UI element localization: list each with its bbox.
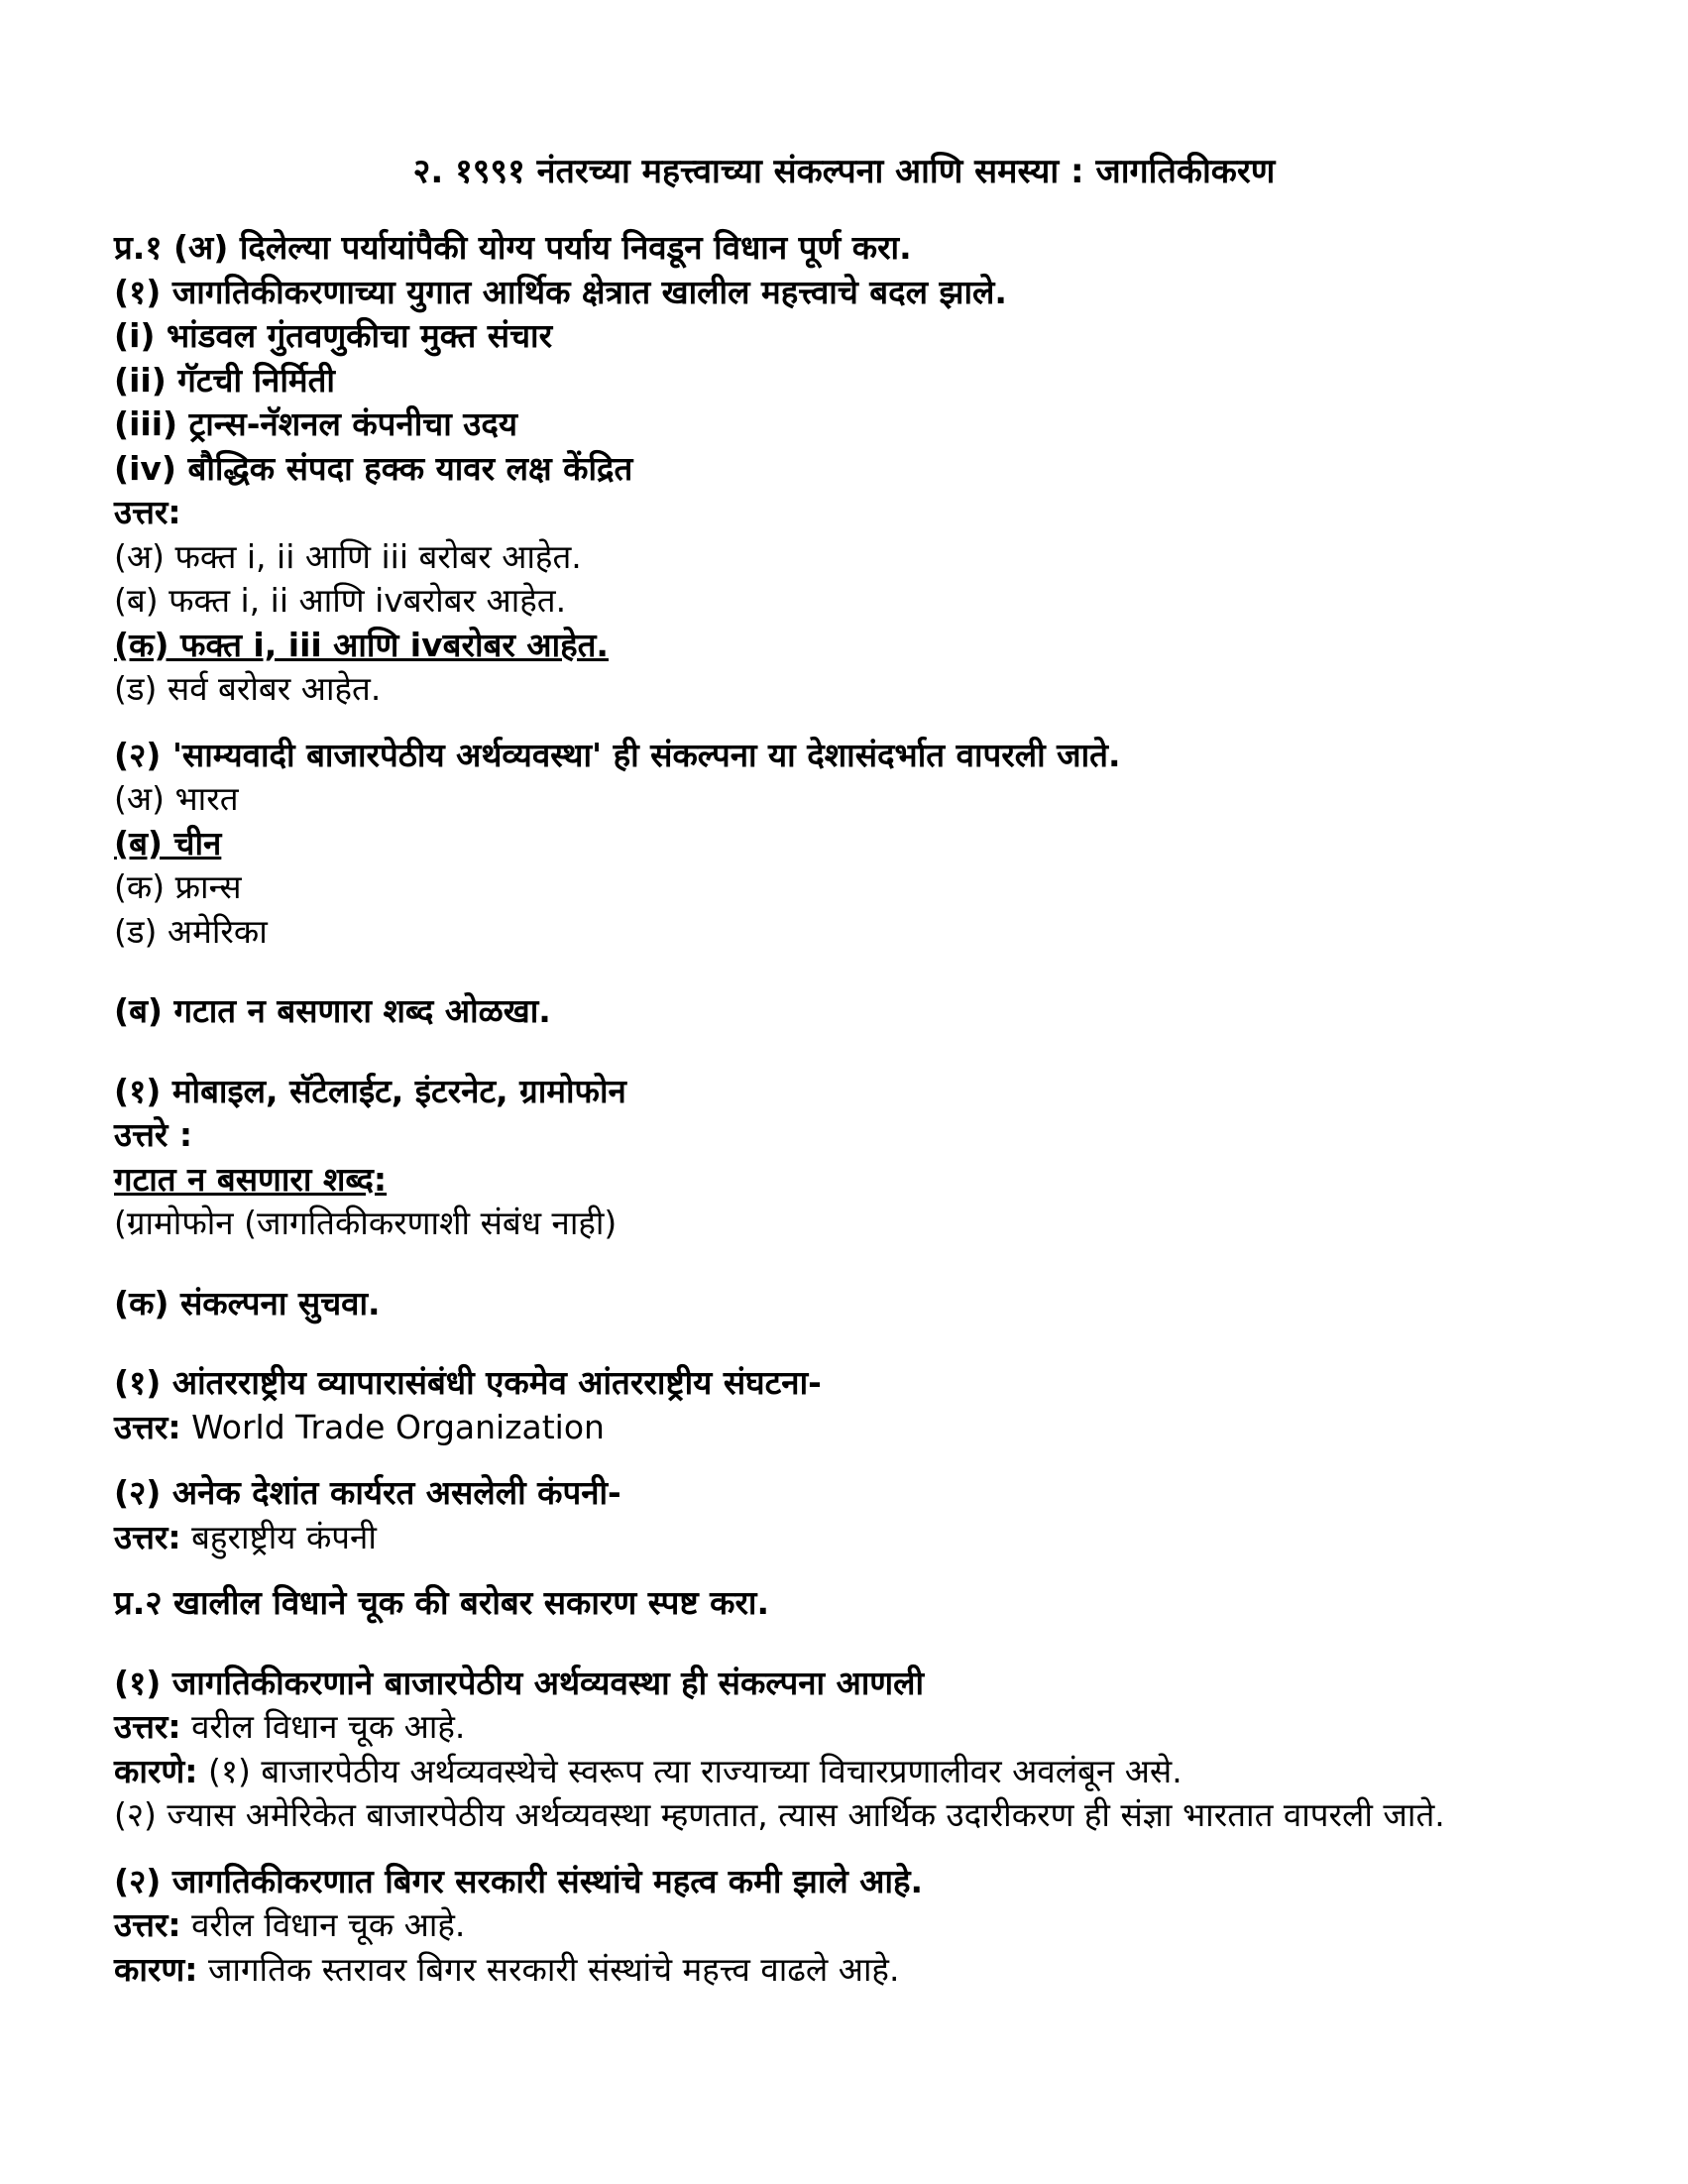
answer-text: World Trade Organization xyxy=(180,1407,605,1446)
q1c-item1-question: (१) आंतरराष्ट्रीय व्यापारासंबंधी एकमेव आंतरराष्ट्रीय संघटना- xyxy=(114,1363,822,1402)
reason-text: जागतिक स्तरावर बिगर सरकारी संस्थांचे महत्त्व वाढले आहे. xyxy=(197,1949,900,1989)
q1-item1-option-b: (ब) फक्त i, ii आणि ivबरोबर आहेत. xyxy=(114,581,567,620)
q2-item1-question: (१) जागतिकीकरणाने बाजारपेठीय अर्थव्यवस्था ही संकल्पना आणली xyxy=(114,1663,925,1702)
q1c-item1-answer xyxy=(114,1406,1531,1450)
q2-item1-answer xyxy=(114,1705,1531,1750)
q1c-heading: (क) संकल्पना सुचवा. xyxy=(114,1283,381,1322)
page-title: २. १९९१ नंतरच्या महत्त्वाच्या संकल्पना आणि समस्या : जागतिकीकरण xyxy=(412,152,1276,191)
q1b-question: (१) मोबाइल, सॅटेलाईट, इंटरनेट, ग्रामोफोन xyxy=(114,1071,626,1110)
q1c-item2-answer xyxy=(114,1516,1531,1560)
answer-label: उत्तर: xyxy=(114,1707,181,1746)
q1b-answer-label: उत्तरे : xyxy=(114,1115,193,1154)
q2-heading: प्र.२ खालील विधाने चूक की बरोबर सकारण स्पष्ट करा. xyxy=(114,1583,770,1622)
answer-text: वरील विधान चूक आहे. xyxy=(180,1905,466,1944)
q2-item2-question: (२) जागतिकीकरणात बिगर सरकारी संस्थांचे महत्व कमी झाले आहे. xyxy=(114,1861,924,1900)
q1-item2-option-a: (अ) भारत xyxy=(114,779,239,818)
q1-item1-point-4: (iv) बौद्धिक संपदा हक्क यावर लक्ष केंद्रित xyxy=(114,448,633,488)
q2-item1-reason-2: (२) ज्यास अमेरिकेत बाजारपेठीय अर्थव्यवस्था म्हणतात, त्यास आर्थिक उदारीकरण ही संज्ञा भारतात वापरली जाते. xyxy=(114,1795,1445,1834)
q1-heading: प्र.१ (अ) दिलेल्या पर्यायांपैकी योग्य पर्याय निवडून विधान पूर्ण करा. xyxy=(114,228,912,267)
q2-item1-reason-1 xyxy=(114,1750,1531,1794)
answer-label: उत्तर: xyxy=(114,1517,181,1556)
answer-text: बहुराष्ट्रीय कंपनी xyxy=(180,1517,377,1556)
q1-item1-point-1: (i) भांडवल गुंतवणुकीचा मुक्त संचार xyxy=(114,316,553,355)
reason-text: (१) बाजारपेठीय अर्थव्यवस्थेचे स्वरूप त्या राज्याच्या विचारप्रणालीवर अवलंबून असे. xyxy=(197,1751,1182,1790)
q1-item1-option-a: (अ) फक्त i, ii आणि iii बरोबर आहेत. xyxy=(114,536,582,576)
document-body xyxy=(114,226,1531,1992)
q1b-odd-answer: (ग्रामोफोन (जागतिकीकरणाशी संबंध नाही) xyxy=(114,1204,618,1242)
q1-item1-option-d: (ड) सर्व बरोबर आहेत. xyxy=(114,669,382,708)
q1-item1-answer-label: उत्तर: xyxy=(114,493,181,531)
answer-label: उत्तर: xyxy=(114,1407,181,1446)
q2-item2-reason xyxy=(114,1948,1531,1993)
q1c-item2-question: (२) अनेक देशांत कार्यरत असलेली कंपनी- xyxy=(114,1473,621,1512)
q1-item1-point-3: (iii) ट्रान्स-नॅशनल कंपनीचा उदय xyxy=(114,404,518,443)
q1-item1-question: (१) जागतिकीकरणाच्या युगात आर्थिक क्षेत्रात खालील महत्त्वाचे बदल झाले. xyxy=(114,272,1007,311)
q1-item1-correct-option: (क) फक्त i, iii आणि ivबरोबर आहेत. xyxy=(114,625,609,664)
q1-item2-option-c: (क) फ्रान्स xyxy=(114,867,242,906)
q1-item1-point-2: (ii) गॅटची निर्मिती xyxy=(114,360,335,400)
q1-item2-question: (२) 'साम्यवादी बाजारपेठीय अर्थव्यवस्था' ही संकल्पना या देशासंदर्भात वापरली जाते. xyxy=(114,735,1121,774)
reason-label: कारणे: xyxy=(114,1751,198,1790)
q1-item2-correct-option: (ब) चीन xyxy=(114,823,222,862)
answer-label: उत्तर: xyxy=(114,1905,181,1944)
q1b-odd-label: गटात न बसणारा शब्द: xyxy=(114,1159,388,1199)
q1b-heading: (ब) गटात न बसणारा शब्द ओळखा. xyxy=(114,991,551,1030)
q2-item2-answer xyxy=(114,1903,1531,1948)
answer-text: वरील विधान चूक आहे. xyxy=(180,1707,466,1746)
reason-label: कारण: xyxy=(114,1949,198,1989)
q1-item2-option-d: (ड) अमेरिका xyxy=(114,911,268,951)
